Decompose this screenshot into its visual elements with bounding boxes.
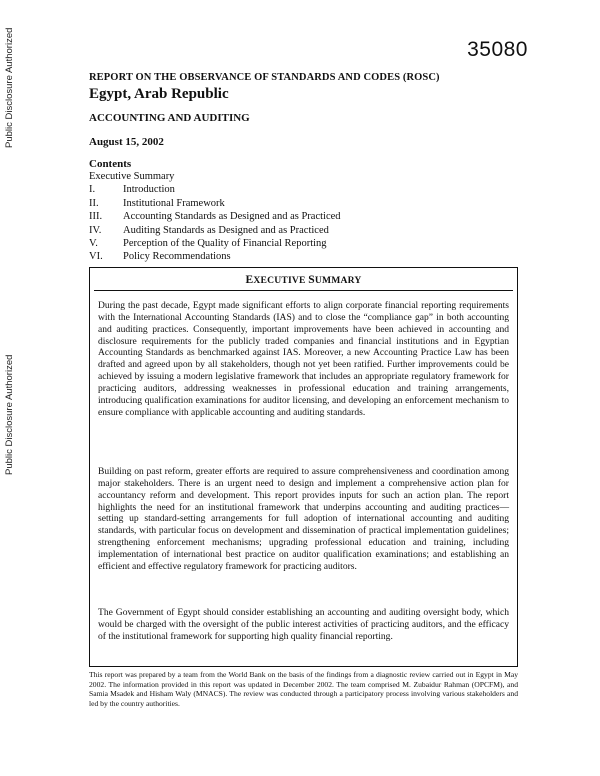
toc-item-number: II. xyxy=(89,197,99,209)
country-title: Egypt, Arab Republic xyxy=(89,86,229,102)
toc-item[interactable] xyxy=(89,183,529,196)
toc-item-executive-summary[interactable]: Executive Summary xyxy=(89,171,175,182)
topic-heading: ACCOUNTING AND AUDITING xyxy=(89,112,250,124)
toc-item[interactable] xyxy=(89,237,529,250)
toc-item-title: Policy Recommendations xyxy=(123,251,231,263)
document-number: 35080 xyxy=(467,38,528,61)
report-date: August 15, 2002 xyxy=(89,136,164,148)
executive-summary-title: EXECUTIVE SUMMARY xyxy=(245,274,362,286)
toc-item-number: I. xyxy=(89,184,96,196)
title-divider xyxy=(94,290,513,291)
toc-item-title: Perception of the Quality of Financial Reporting xyxy=(123,238,327,250)
disclosure-stamp-middle: Public Disclosure Authorized xyxy=(4,354,15,475)
toc-item-title: Accounting Standards as Designed and as Practiced xyxy=(123,211,341,223)
summary-paragraph-1: During the past decade, Egypt made significant efforts to align corporate financial reporting requirements with the International Accounting Standards (IAS) and to close the “compliance gap” in both accounting and auditing practices. Consequently, important improvements have been achieved in accounting and disclosure requirements for the publicly traded companies and financial institutions and in Egyptian Accounting Standards as benchmarked against IAS. Moreover, a new Accounting Practice Law has been drafted and agreed upon by all stakeholders, though not yet been ratified. Further improvements could be achieved by issuing a modern legislative framework that includes an appropriate regulatory framework for practicing auditors, addressing weaknesses in professional education and training arrangements, introducing qualification examinations for auditor licensing, and developing an enforcement mechanism to ensure compliance with applicable accounting and auditing standards. xyxy=(98,300,509,418)
toc-item-number: III. xyxy=(89,211,103,223)
summary-paragraph-3: The Government of Egypt should consider establishing an accounting and auditing oversight body, which would be charged with the oversight of the public interest activities of practicing auditors, and the efficacy of the institutional framework for supporting high quality financial reporting. xyxy=(98,607,509,642)
toc-item-title: Auditing Standards as Designed and as Practiced xyxy=(123,224,329,236)
toc-item-title: Institutional Framework xyxy=(123,197,225,209)
toc-item[interactable] xyxy=(89,224,529,237)
toc-item-number: V. xyxy=(89,238,98,250)
table-of-contents xyxy=(89,170,529,264)
toc-item-title: Introduction xyxy=(123,184,175,196)
summary-paragraph-2: Building on past reform, greater efforts are required to assure comprehensiveness and coordination among major stakeholders. There is an urgent need to design and implement a comprehensive action plan for accountancy reform and development. This report provides inputs for such an action plan. The report highlights the need for an institutional framework that underpins accounting and auditing practices—setting up standard-setting arrangements for full adoption of international accounting and auditing standards, with particular focus on development and dissemination of practical implementation guidelines; strengthening enforcement mechanisms; upgrading professional education and training, including implementation of international best practice on auditor qualification examinations; and establishing an efficient and effective regulatory framework for practicing auditors. xyxy=(98,466,509,572)
toc-item-number: VI. xyxy=(89,251,103,263)
toc-item[interactable] xyxy=(89,197,529,210)
disclosure-stamp-top: Public Disclosure Authorized xyxy=(4,27,15,148)
report-title: REPORT ON THE OBSERVANCE OF STANDARDS AND CODES (ROSC) xyxy=(89,72,440,83)
executive-summary-box xyxy=(89,267,518,667)
toc-item[interactable] xyxy=(89,250,529,263)
report-footnote: This report was prepared by a team from the World Bank on the basis of the findings from a diagnostic review carried out in Egypt in May 2002. The information provided in this report was updated in December 2002. The team comprised M. Zubaidur Rahman (OPCFM), and Samia Msadek and Hisham Waly (MNACS). The review was conducted through a participatory process involving various stakeholders and led by the country authorities. xyxy=(89,670,518,708)
toc-item-number: IV. xyxy=(89,224,102,236)
toc-item[interactable] xyxy=(89,210,529,223)
contents-heading: Contents xyxy=(89,158,132,170)
